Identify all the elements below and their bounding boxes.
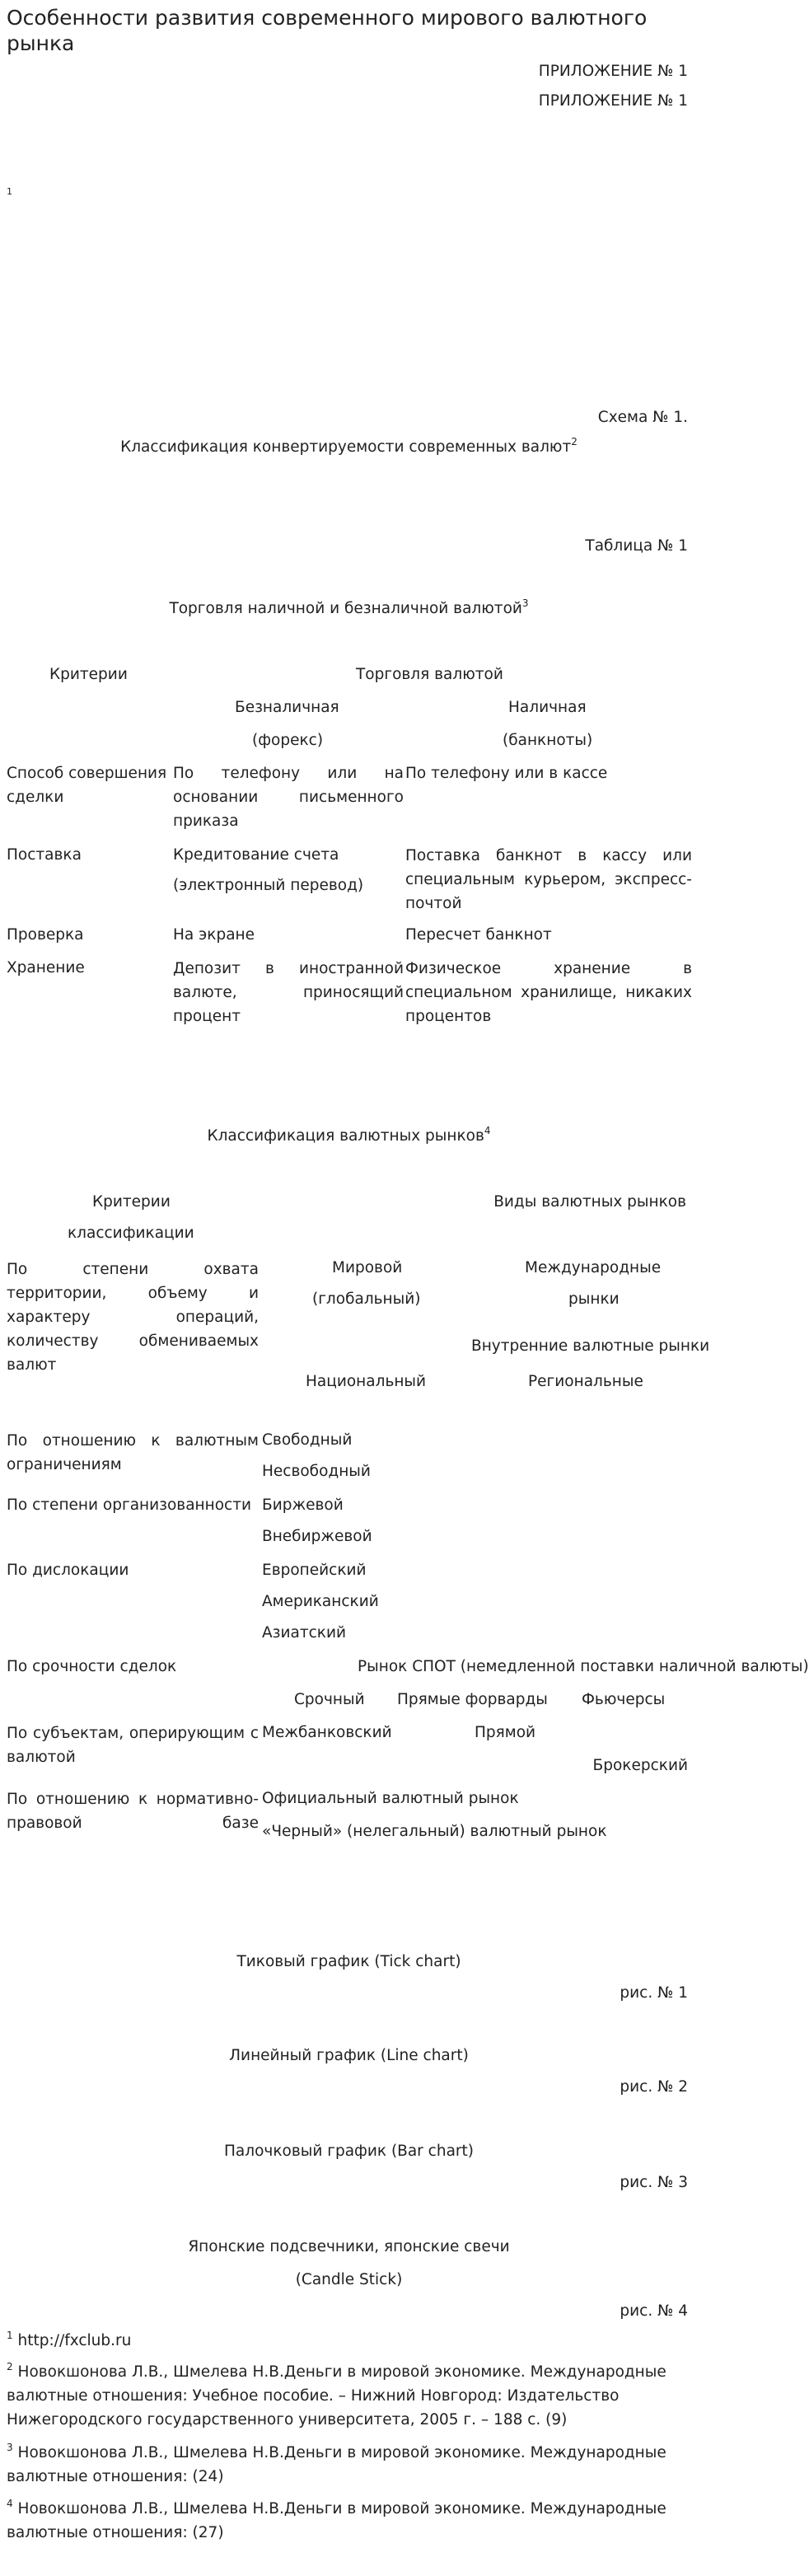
types-header: Виды валютных рынков <box>493 1193 686 1211</box>
figure-title: Палочковый график (Bar chart) <box>224 2143 474 2160</box>
market-american: Американский <box>262 1593 379 1610</box>
footnote: $^1$ http://fxclub.ru <box>7 2330 132 2349</box>
figure-title: Японские подсвечники, японские свечи <box>188 2238 510 2255</box>
market-exchange: Биржевой <box>262 1496 344 1514</box>
market-official: Официальный валютный рынок <box>262 1790 519 1807</box>
scheme-caption: Классификация конвертируемости современных валют$^2$ <box>120 436 578 456</box>
table-header-criteria: Критерии <box>49 666 128 683</box>
scheme-label: Схема № 1. <box>597 409 688 426</box>
table-cell-cash: По телефону или в кассе <box>405 765 608 782</box>
footnote-link[interactable]: http://fxclub.ru <box>17 2332 132 2349</box>
market-domestic: Внутренние валютные рынки <box>471 1337 710 1355</box>
appendix-label: ПРИЛОЖЕНИЕ № 1 <box>538 63 688 80</box>
footnote-ref[interactable]: 3 <box>521 597 529 609</box>
market-direct-forwards: Прямые форварды <box>397 1691 548 1708</box>
page-title: Особенности развития современного мирового валютного рынка <box>7 6 648 55</box>
market-brokerage: Брокерский <box>592 1757 688 1774</box>
figure-label: рис. № 1 <box>620 1984 688 2002</box>
table-header-noncash-sub: (форекс) <box>252 732 324 749</box>
market-world-sub: (глобальный) <box>312 1290 421 1308</box>
market-asian: Азиатский <box>262 1624 347 1642</box>
figure-title: Тиковый график (Tick chart) <box>236 1953 461 1970</box>
table-cell-criterion: Поставка <box>7 846 82 864</box>
market-black: «Черный» (нелегальный) валютный рынок <box>262 1823 607 1840</box>
footnote-ref[interactable]: 2 <box>571 436 578 447</box>
market-direct: Прямой <box>475 1724 536 1741</box>
table-cell-noncash: По телефону или на основании письменного приказа <box>173 765 404 830</box>
table-cell-noncash: Кредитование счета <box>173 846 339 864</box>
table-cell-criterion: Хранение <box>7 959 85 977</box>
table-cell-noncash: На экране <box>173 926 255 944</box>
figure-title-sub: (Candle Stick) <box>295 2271 403 2288</box>
criteria-header-sub: классификации <box>68 1225 194 1242</box>
criterion-legal: По отношению к нормативно-правовой базе <box>7 1791 259 1832</box>
criterion-territory: По степени охвата территории, объему и характеру операций, количеству обмениваемых валют <box>7 1261 259 1374</box>
appendix-label: ПРИЛОЖЕНИЕ № 1 <box>538 92 688 110</box>
table-cell-cash: Физическое хранение в специальном хранилище, никаких процентов <box>405 960 692 1025</box>
criterion-restrictions: По отношению к валютным ограничениям <box>7 1432 259 1473</box>
table-header-cash: Наличная <box>508 699 587 716</box>
table-header-cash-sub: (банкноты) <box>503 732 593 749</box>
table-cell-criterion: Проверка <box>7 926 84 944</box>
market-international-sub: рынки <box>568 1290 620 1308</box>
figure-label: рис. № 3 <box>620 2174 688 2191</box>
criterion-term: По срочности сделок <box>7 1658 177 1675</box>
table-cell-cash: Пересчет банкнот <box>405 926 552 944</box>
table-label: Таблица № 1 <box>585 537 688 555</box>
market-world: Мировой <box>332 1259 403 1276</box>
market-futures: Фьючерсы <box>582 1691 666 1708</box>
figure-label: рис. № 2 <box>620 2078 688 2096</box>
market-offexchange: Внебиржевой <box>262 1528 372 1545</box>
classification-caption: Классификация валютных рынков$^4$ <box>207 1125 491 1145</box>
table-cell-noncash: Депозит в иностранной валюте, приносящий процент <box>173 960 404 1025</box>
table-cell-cash: Поставка банкнот в кассу или специальным курьером, экспресс-почтой <box>405 847 692 912</box>
market-regional: Региональные <box>528 1373 643 1390</box>
table-cell-criterion: Способ совершения сделки <box>7 765 167 806</box>
footnote-ref[interactable]: 4 <box>484 1125 491 1136</box>
footnote: $^4$ Новокшонова Л.В., Шмелева Н.В.Деньги в мировой экономике. Международные валютные отношения: (27) <box>7 2498 666 2541</box>
criteria-header: Критерии <box>92 1193 171 1211</box>
criterion-location: По дислокации <box>7 1562 129 1579</box>
figure-title: Линейный график (Line chart) <box>229 2047 469 2064</box>
table-header-trade: Торговля валютой <box>356 666 503 683</box>
figure-label: рис. № 4 <box>620 2302 688 2320</box>
market-interbank: Межбанковский <box>262 1724 392 1741</box>
market-european: Европейский <box>262 1562 367 1579</box>
market-nonfree: Несвободный <box>262 1463 371 1480</box>
footnote: $^2$ Новокшонова Л.В., Шмелева Н.В.Деньги в мировой экономике. Международные валютные отношения: Учебное пособие. – Нижний Новгород: Издательство Нижегородского государственного университета, 2005 г. – 188 с. (9) <box>7 2361 666 2428</box>
market-forward: Срочный <box>294 1691 365 1708</box>
table-header-noncash: Безналичная <box>235 699 339 716</box>
market-national: Национальный <box>306 1373 427 1390</box>
criterion-organization: По степени организованности <box>7 1496 252 1514</box>
table-cell-noncash: (электронный перевод) <box>173 877 364 894</box>
criterion-subjects: По субъектам, оперирующим с валютой <box>7 1725 259 1766</box>
footnote: $^3$ Новокшонова Л.В., Шмелева Н.В.Деньги в мировой экономике. Международные валютные отношения: (24) <box>7 2442 666 2485</box>
market-spot: Рынок СПОТ (немедленной поставки наличной валюты) <box>358 1658 809 1675</box>
market-international: Международные <box>525 1259 662 1276</box>
market-free: Свободный <box>262 1431 353 1449</box>
table-caption: Торговля наличной и безналичной валютой$^3$ <box>169 597 529 617</box>
footnote-ref-mark: 1 <box>7 186 12 197</box>
